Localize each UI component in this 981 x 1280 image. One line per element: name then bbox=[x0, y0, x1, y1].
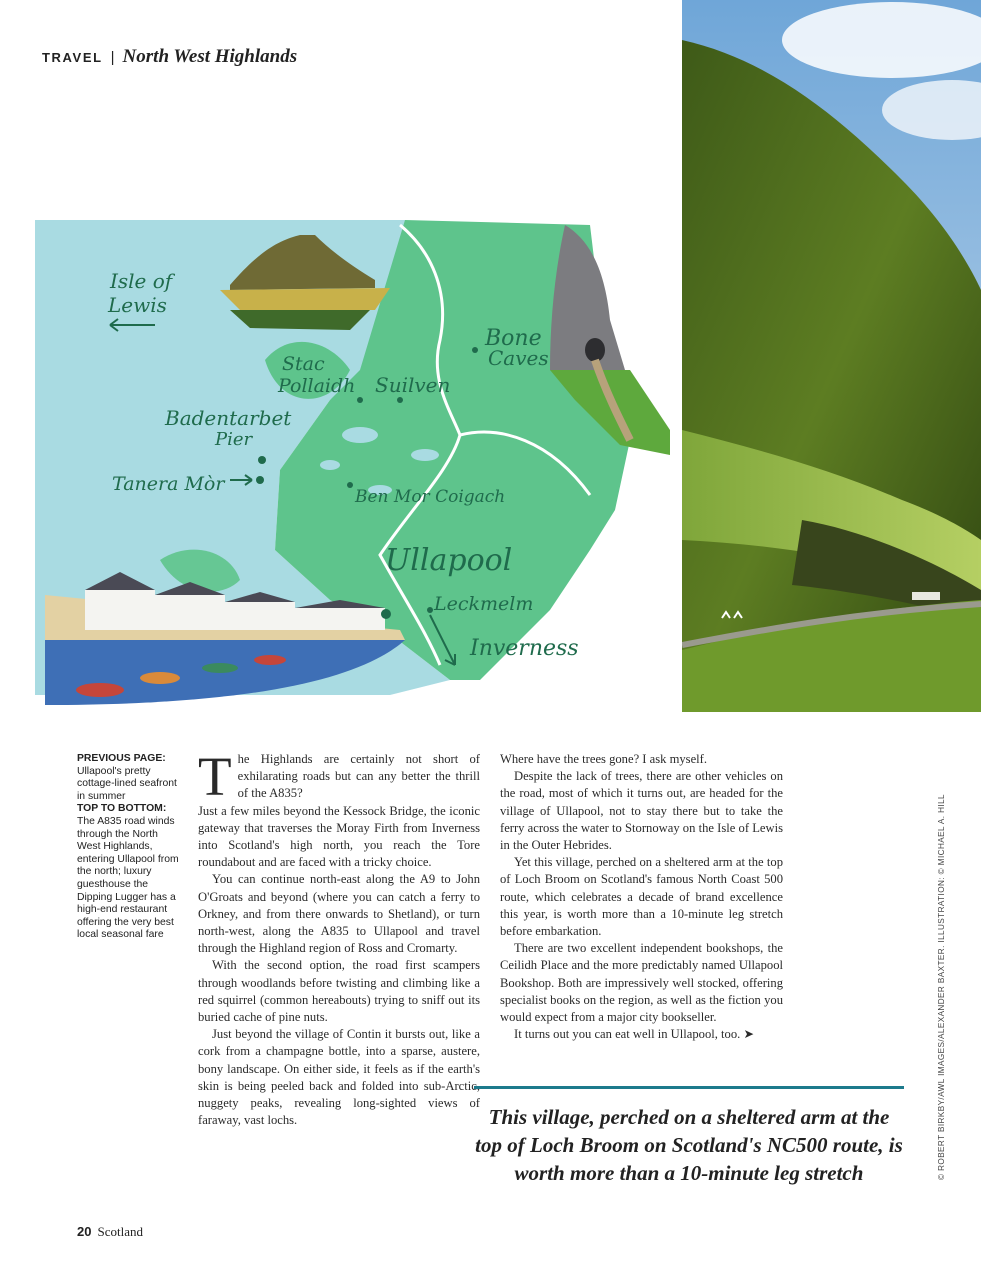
label-badentarbet-1: Badentarbet bbox=[165, 406, 292, 430]
label-isle-of-lewis-1: Isle of bbox=[110, 269, 173, 293]
label-bone-1: Bone bbox=[485, 326, 542, 351]
article-paragraph-text: he Highlands are certainly not short of exhilarating roads but can any better the thrill of the A835? bbox=[237, 752, 480, 801]
caption-previous-text: Ullapool's pretty cottage-lined seafront in summer bbox=[77, 765, 177, 802]
article-paragraph: Where have the trees gone? I ask myself. bbox=[500, 752, 708, 766]
caption-ttb-label: TOP TO BOTTOM: bbox=[77, 803, 167, 815]
drop-cap: T bbox=[198, 746, 232, 807]
label-suilven: Suilven bbox=[375, 373, 451, 397]
label-badentarbet-2: Pier bbox=[215, 429, 253, 450]
header-separator: | bbox=[110, 49, 115, 66]
section-header bbox=[42, 46, 297, 68]
illustrated-map bbox=[30, 210, 680, 715]
label-bone-2: Caves bbox=[488, 346, 549, 370]
article-column-2 bbox=[500, 751, 783, 1043]
landscape-photo bbox=[682, 0, 981, 712]
label-ben-mor: Ben Mor Coigach bbox=[355, 487, 506, 507]
article-paragraph: Yet this village, perched on a sheltered arm at the top of Loch Broom on Scotland's famous North Coast 500 route, which celebrates a decade of brand excellence this year, is worth more than a 10-minute leg stretch before embarkation. bbox=[500, 855, 783, 939]
label-stac-2: Pollaidh bbox=[278, 375, 356, 397]
article-paragraph: Just beyond the village of Contin it bursts out, like a cork from a champagne bottle, into a sparse, austere, bony landscape. On either side, it feels as if the earth's skin is being peeled back and folded into sub-Arctic, nuggety peaks, revealing long-sighted views of faraway, vast lochs. bbox=[198, 1027, 480, 1128]
label-inverness: Inverness bbox=[470, 636, 579, 661]
section-label: TRAVEL bbox=[42, 50, 103, 65]
map-art bbox=[30, 210, 680, 715]
label-ullapool: Ullapool bbox=[385, 543, 513, 578]
page-number: 20 bbox=[77, 1224, 92, 1239]
landscape-photo-art bbox=[682, 0, 981, 712]
label-isle-of-lewis-2: Lewis bbox=[108, 293, 167, 317]
article-paragraph: There are two excellent independent bookshops, the Ceilidh Place and the more predictably named Ullapool Bookshop. Both are impressively well stocked, offering specialist books on the region, as well as the fiction you would expect from a major city bookseller. bbox=[500, 941, 783, 1025]
header-title: North West Highlands bbox=[122, 46, 298, 67]
label-tanera: Tanera Mòr bbox=[112, 473, 225, 495]
article-column-1 bbox=[198, 746, 480, 1129]
caption-ttb-text: The A835 road winds through the North West Highlands, entering Ullapool from the north; luxury guesthouse the Dipping Lugger has a high-end restaurant offering the very best local seasonal fare bbox=[77, 815, 179, 941]
photo-credit: © ROBERT BIRKBY/AWL IMAGES/ALEXANDER BAXTER. ILLUSTRATION: © MICHAEL A. HILL bbox=[937, 794, 946, 1180]
caption-previous-label: PREVIOUS PAGE: bbox=[77, 753, 166, 764]
article-paragraph: Just a few miles beyond the Kessock Bridge, the iconic gateway that traverses the Moray Firth from Inverness into Scotland's high north, you reach the Tore roundabout and are faced with a tricky choice. bbox=[198, 803, 480, 870]
article-paragraph bbox=[198, 746, 480, 807]
article-paragraph: With the second option, the road first scampers through woodlands before twisting and climbing like a red squirrel (common hereabouts) trying to sniff out its buried cache of pine nuts. bbox=[198, 958, 480, 1025]
publication-name: Scotland bbox=[97, 1224, 143, 1239]
label-stac-1: Stac bbox=[282, 353, 325, 375]
article-paragraph: You can continue north-east along the A9 to John O'Groats and beyond (where you can catch a ferry to Orkney, and from there onwards to Shetland), or turn north-west, along the A835 to Ullapool and travel through the Highland region of Ross and Cromarty. bbox=[198, 872, 480, 956]
page-footer bbox=[77, 1224, 143, 1240]
label-leckmelm: Leckmelm bbox=[434, 593, 534, 615]
article-paragraph: Despite the lack of trees, there are other vehicles on the road, most of which it turns out, are headed for the village of Ullapool, not to stay there but to take the ferry across the water to Stornoway on the Isle of Lewis in the Outer Hebrides. bbox=[500, 769, 783, 853]
article-paragraph: It turns out you can eat well in Ullapool, too. ➤ bbox=[514, 1027, 754, 1042]
pull-quote: This village, perched on a sheltered arm at the top of Loch Broom on Scotland's NC500 route, is worth more than a 10-minute leg stretch bbox=[474, 1086, 904, 1187]
photo-captions bbox=[77, 753, 183, 942]
